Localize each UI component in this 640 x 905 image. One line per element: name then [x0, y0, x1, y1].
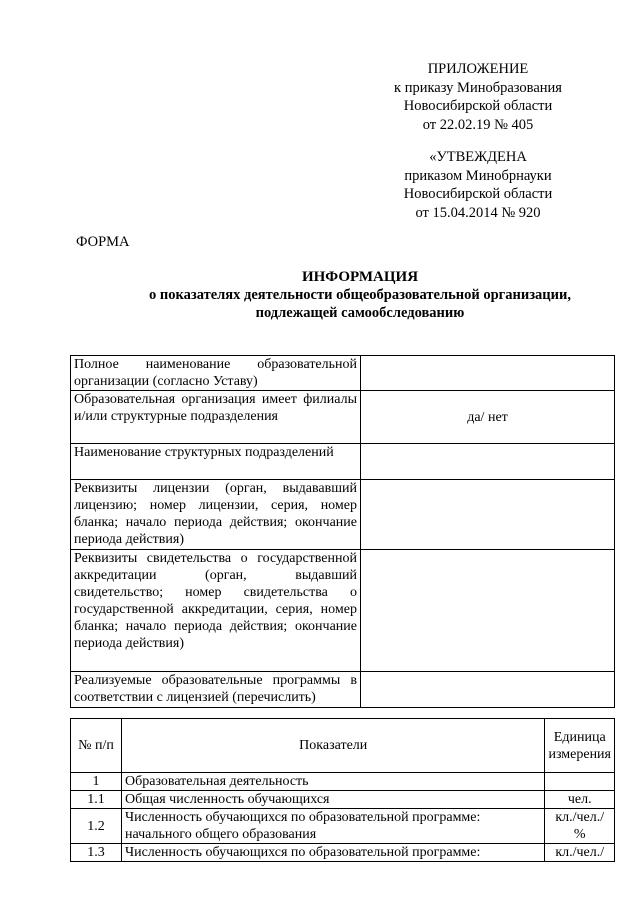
approved-order-ref: приказом Минобрнауки	[404, 167, 552, 184]
row-unit: кл./чел./ %	[545, 809, 615, 844]
info-label: Реализуемые образовательные программы в соответствии с лицензией (перечислить)	[71, 672, 361, 708]
table-row	[71, 672, 615, 708]
row-indicator: Численность обучающихся по образовательной программе: начального общего образования	[122, 809, 545, 844]
info-value	[361, 672, 615, 708]
appendix-title: ПРИЛОЖЕНИЕ	[427, 61, 529, 77]
info-label: Полное наименование образовательной организации (согласно Уставу)	[71, 356, 361, 391]
row-indicator: Образовательная деятельность	[122, 773, 545, 791]
table-row	[71, 356, 615, 391]
organization-info-table	[70, 355, 615, 708]
info-label: Образовательная организация имеет филиалы и/или структурные подразделения	[71, 391, 361, 444]
row-indicator: Численность обучающихся по образовательной программе:	[122, 844, 545, 862]
row-indicator: Общая численность обучающихся	[122, 791, 545, 809]
form-label: ФОРМА	[76, 234, 130, 250]
row-unit	[545, 773, 615, 791]
info-value	[361, 550, 615, 672]
header-number: № п/п	[71, 719, 122, 773]
table-row	[71, 809, 615, 844]
approved-title: «УТВЕЖДЕНА	[429, 149, 527, 165]
appendix-region: Новосибирской области	[403, 98, 553, 114]
document-subtitle	[70, 286, 640, 322]
table-row	[71, 844, 615, 862]
subtitle-line-1: о показателях деятельности общеобразовательной организации,	[149, 287, 571, 303]
row-number: 1.3	[71, 844, 122, 862]
header-unit: Единица измерения	[545, 719, 615, 773]
info-value	[361, 356, 615, 391]
row-number: 1.1	[71, 791, 122, 809]
document-title: ИНФОРМАЦИЯ	[301, 269, 419, 285]
approved-block	[372, 148, 584, 222]
table-row	[71, 773, 615, 791]
row-unit: кл./чел./	[545, 844, 615, 862]
table-row	[71, 791, 615, 809]
table-row	[71, 550, 615, 672]
table-header-row	[71, 719, 615, 773]
info-label: Реквизиты лицензии (орган, выдававший лицензию; номер лицензии, серия, номер бланка; начало периода действия; окончание периода действия)	[71, 480, 361, 550]
table-row	[71, 391, 615, 444]
row-unit: чел.	[545, 791, 615, 809]
appendix-order-ref: к приказу Минобразования	[394, 79, 562, 96]
indicators-table	[70, 718, 615, 862]
subtitle-line-2: подлежащей самообследованию	[255, 305, 465, 321]
approved-order-date: от 15.04.2014 № 920	[415, 204, 541, 221]
table-row	[71, 444, 615, 480]
header-indicators: Показатели	[122, 719, 545, 773]
appendix-order-date: от 22.02.19 № 405	[422, 116, 534, 133]
info-value	[361, 444, 615, 480]
approved-region: Новосибирской области	[403, 186, 553, 202]
appendix-block	[372, 60, 584, 134]
info-label: Реквизиты свидетельства о государственной аккредитации (орган, выдавший свидетельство; номер свидетельства о государственной аккредитации, серия, номер бланка; начало периода действия; окончание периода действия)	[71, 550, 361, 672]
info-value: да/ нет	[361, 391, 615, 444]
row-number: 1	[71, 773, 122, 791]
table-row	[71, 480, 615, 550]
info-label: Наименование структурных подразделений	[71, 444, 361, 480]
row-number: 1.2	[71, 809, 122, 844]
info-value	[361, 480, 615, 550]
